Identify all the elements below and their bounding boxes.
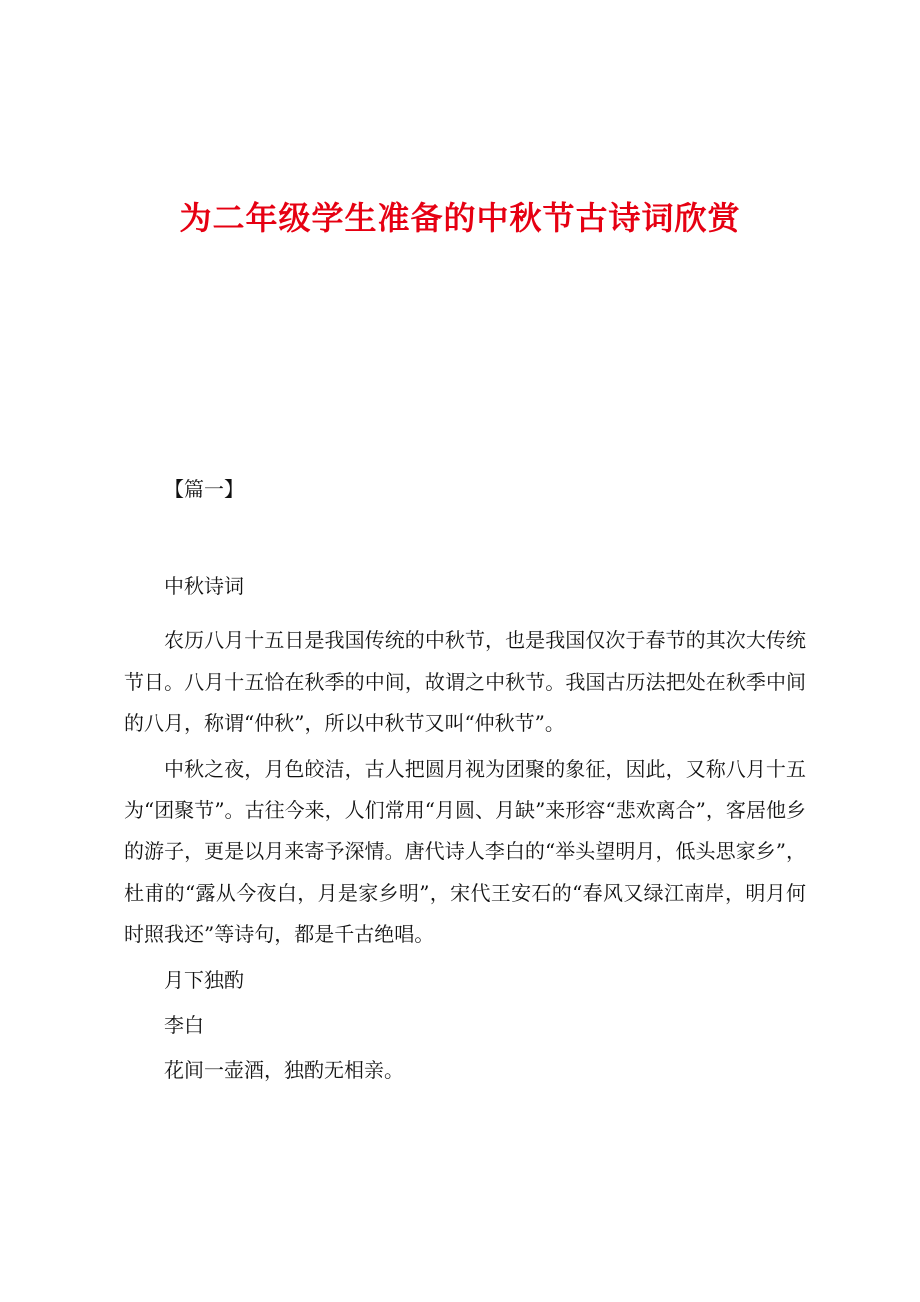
section-heading: 中秋诗词 xyxy=(164,574,244,598)
section-label: 【篇一】 xyxy=(164,477,244,501)
document-title: 为二年级学生准备的中秋节古诗词欣赏 xyxy=(179,199,741,237)
body-paragraph-1: 农历八月十五日是我国传统的中秋节，也是我国仅次于春节的其次大传统节日。八月十五恰在秋季的中间，故谓之中秋节。我国古历法把处在秋季中间的八月，称谓“仲秋”，所以中秋节又叫“仲秋节”。 xyxy=(124,628,806,736)
poem-title: 月下独酌 xyxy=(164,967,244,992)
body-paragraph-2: 中秋之夜，月色皎洁，古人把圆月视为团聚的象征，因此，又称八月十五为“团聚节”。古往今来，人们常用“月圆、月缺”来形容“悲欢离合”，客居他乡的游子，更是以月来寄予深情。唐代诗人李白的“举头望明月，低头思家乡”，杜甫的“露从今夜白，月是家乡明”，宋代王安石的“春风又绿江南岸，明月何时照我还”等诗句，都是千古绝唱。 xyxy=(124,756,806,947)
poem-author: 李白 xyxy=(164,1013,204,1038)
document-body xyxy=(124,566,806,1092)
poem-line: 花间一壶酒，独酌无相亲。 xyxy=(164,1058,404,1083)
